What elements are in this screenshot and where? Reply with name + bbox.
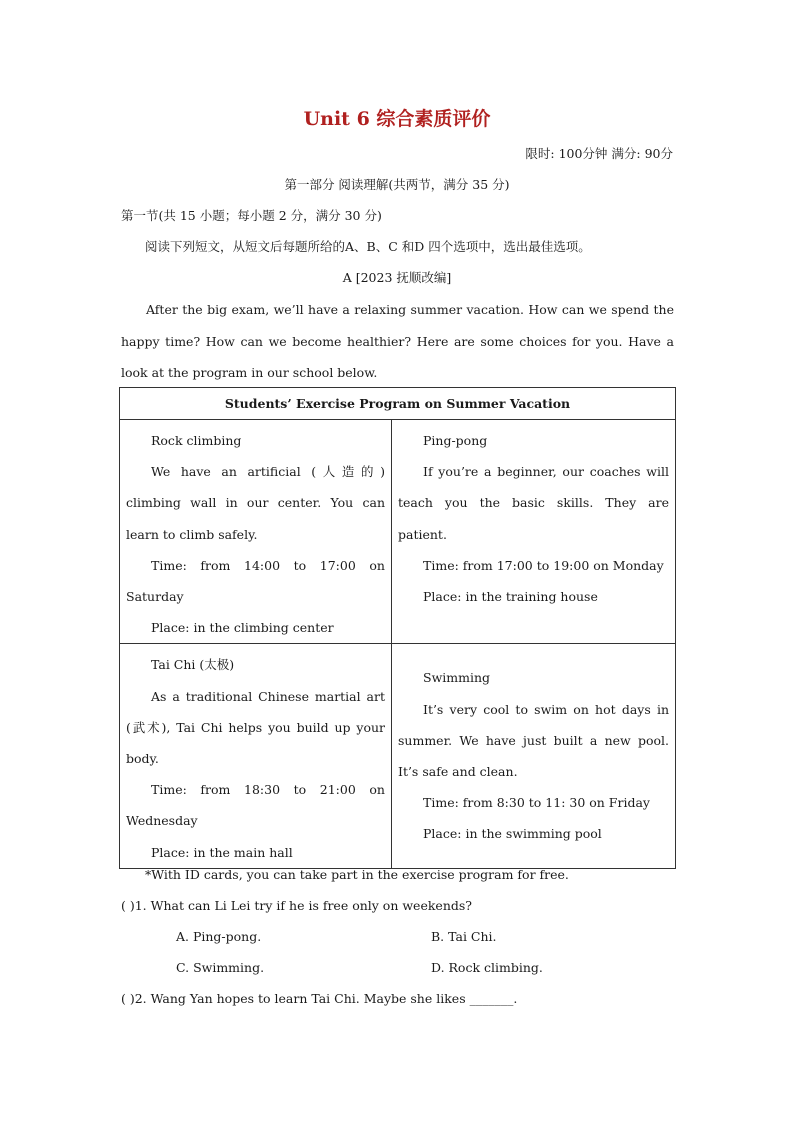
ping-pong-cell	[392, 420, 676, 644]
question-2: ( )2. Wang Yan hopes to learn Tai Chi. Maybe she likes _______.	[121, 991, 518, 1006]
rock-climbing-cell	[120, 420, 392, 644]
activity-description: We have an artificial (人造的) climbing wall in our center. You can learn to climb safely.	[126, 464, 385, 542]
activity-time: Time: from 8:30 to 11: 30 on Friday	[423, 795, 650, 811]
question-1: ( )1. What can Li Lei try if he is free only on weekends?	[121, 898, 472, 913]
page-title: Unit 6 综合素质评价	[303, 108, 491, 130]
activity-description: It’s very cool to swim on hot days in summer. We have just built a new pool. It’s safe and clean.	[398, 701, 669, 780]
activity-name: Swimming	[423, 670, 491, 686]
activity-place: Place: in the main hall	[151, 844, 293, 860]
passage-label: A [2023 抚顺改编]	[342, 270, 452, 285]
activity-name: Rock climbing	[151, 433, 242, 448]
swimming-cell	[392, 644, 676, 868]
time-limit: 限时: 100分钟 满分: 90分	[525, 146, 673, 161]
activity-place: Place: in the training house	[423, 589, 598, 605]
passage-intro: After the big exam, we’ll have a relaxing summer vacation. How can we spend the happy time? How can we become healthier? Here are some choices for you. Have a look at the program in our school below.	[121, 302, 674, 380]
tai-chi-cell	[120, 644, 392, 868]
activity-time: Time: from 17:00 to 19:00 on Monday	[423, 557, 664, 573]
activity-description: As a traditional Chinese martial art (武术), Tai Chi helps you build up your body.	[126, 688, 385, 767]
instruction: 阅读下列短文，从短文后每题所给的A、B、C 和D 四个选项中，选出最佳选项。	[145, 239, 591, 254]
activity-name: Tai Chi (太极)	[151, 657, 235, 673]
part-one-heading: 第一部分 阅读理解(共两节，满分 35 分)	[284, 177, 510, 192]
activity-time: Time: from 14:00 to 17:00 on Saturday	[126, 557, 385, 605]
activity-name: Ping-pong	[423, 433, 488, 448]
table-heading: Students’ Exercise Program on Summer Vacation	[120, 388, 676, 420]
question-1-option-c: C. Swimming.	[176, 960, 265, 975]
program-note: *With ID cards, you can take part in the exercise program for free.	[145, 867, 569, 882]
exercise-program-table	[119, 387, 676, 869]
activity-time: Time: from 18:30 to 21:00 on Wednesday	[126, 782, 385, 829]
activity-place: Place: in the climbing center	[151, 620, 334, 636]
question-1-option-b: B. Tai Chi.	[431, 929, 497, 944]
activity-place: Place: in the swimming pool	[423, 826, 602, 842]
question-1-option-d: D. Rock climbing.	[431, 960, 543, 975]
question-1-option-a: A. Ping-pong.	[176, 929, 262, 944]
section-one-heading: 第一节(共 15 小题；每小题 2 分，满分 30 分)	[121, 208, 382, 223]
activity-description: If you’re a beginner, our coaches will teach you the basic skills. They are patient.	[398, 464, 669, 542]
